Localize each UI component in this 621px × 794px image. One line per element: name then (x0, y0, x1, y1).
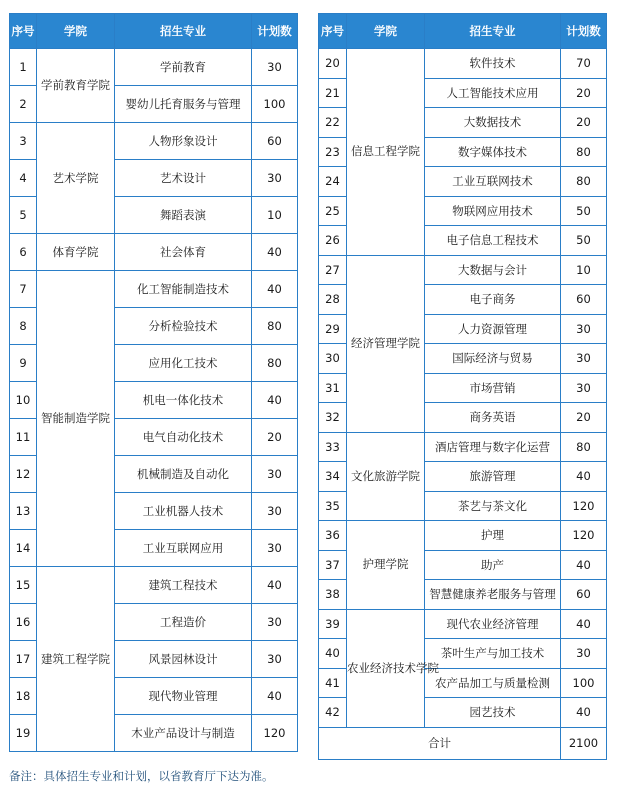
table-row (10, 234, 298, 271)
table-header-row (10, 14, 298, 49)
table-row (10, 49, 298, 86)
row-seq: 14 (10, 530, 37, 567)
major-cell: 现代农业经济管理 (425, 609, 561, 639)
major-cell: 电气自动化技术 (115, 419, 252, 456)
plan-cell: 120 (561, 521, 607, 551)
row-seq: 15 (10, 567, 37, 604)
plan-cell: 40 (252, 271, 298, 308)
row-seq: 10 (10, 382, 37, 419)
major-cell: 市场营销 (425, 373, 561, 403)
row-seq: 33 (319, 432, 347, 462)
row-seq: 2 (10, 86, 37, 123)
major-cell: 软件技术 (425, 49, 561, 79)
plan-cell: 30 (252, 641, 298, 678)
major-cell: 应用化工技术 (115, 345, 252, 382)
row-seq: 9 (10, 345, 37, 382)
row-seq: 8 (10, 308, 37, 345)
row-seq: 28 (319, 285, 347, 315)
major-cell: 数字媒体技术 (425, 137, 561, 167)
plan-cell: 20 (561, 108, 607, 138)
major-cell: 人物形象设计 (115, 123, 252, 160)
major-cell: 护理 (425, 521, 561, 551)
header-seq: 序号 (319, 14, 347, 49)
header-college: 学院 (347, 14, 425, 49)
table-row (10, 271, 298, 308)
header-college: 学院 (37, 14, 115, 49)
college-cell: 农业经济技术学院 (347, 609, 425, 727)
row-seq: 35 (319, 491, 347, 521)
row-seq: 6 (10, 234, 37, 271)
major-cell: 艺术设计 (115, 160, 252, 197)
plan-cell: 40 (252, 567, 298, 604)
row-seq: 18 (10, 678, 37, 715)
table-row (319, 49, 607, 79)
plan-cell: 60 (561, 580, 607, 610)
row-seq: 40 (319, 639, 347, 669)
college-cell: 体育学院 (37, 234, 115, 271)
major-cell: 大数据与会计 (425, 255, 561, 285)
table-row (319, 255, 607, 285)
major-cell: 学前教育 (115, 49, 252, 86)
major-cell: 国际经济与贸易 (425, 344, 561, 374)
row-seq: 29 (319, 314, 347, 344)
major-cell: 农产品加工与质量检测 (425, 668, 561, 698)
table-row (319, 609, 607, 639)
row-seq: 36 (319, 521, 347, 551)
table-row (319, 521, 607, 551)
total-row (319, 727, 607, 759)
plan-cell: 30 (252, 493, 298, 530)
row-seq: 24 (319, 167, 347, 197)
plan-cell: 80 (561, 432, 607, 462)
plan-cell: 50 (561, 196, 607, 226)
college-cell: 学前教育学院 (37, 49, 115, 123)
plan-cell: 40 (252, 234, 298, 271)
row-seq: 30 (319, 344, 347, 374)
plan-cell: 30 (252, 604, 298, 641)
major-cell: 园艺技术 (425, 698, 561, 728)
row-seq: 4 (10, 160, 37, 197)
row-seq: 42 (319, 698, 347, 728)
row-seq: 32 (319, 403, 347, 433)
enrollment-table-left (9, 13, 298, 752)
row-seq: 26 (319, 226, 347, 256)
row-seq: 11 (10, 419, 37, 456)
row-seq: 23 (319, 137, 347, 167)
plan-cell: 50 (561, 226, 607, 256)
college-cell: 护理学院 (347, 521, 425, 610)
major-cell: 茶叶生产与加工技术 (425, 639, 561, 669)
plan-cell: 40 (252, 382, 298, 419)
major-cell: 化工智能制造技术 (115, 271, 252, 308)
major-cell: 婴幼儿托育服务与管理 (115, 86, 252, 123)
college-cell: 艺术学院 (37, 123, 115, 234)
plan-cell: 40 (561, 550, 607, 580)
total-value: 2100 (561, 727, 607, 759)
major-cell: 人工智能技术应用 (425, 78, 561, 108)
row-seq: 5 (10, 197, 37, 234)
plan-cell: 20 (252, 419, 298, 456)
table-row (10, 123, 298, 160)
plan-cell: 120 (561, 491, 607, 521)
row-seq: 21 (319, 78, 347, 108)
college-cell: 建筑工程学院 (37, 567, 115, 752)
plan-cell: 80 (252, 345, 298, 382)
row-seq: 22 (319, 108, 347, 138)
footnote: 备注：具体招生专业和计划，以省教育厅下达为准。 (9, 769, 274, 783)
college-cell: 经济管理学院 (347, 255, 425, 432)
major-cell: 建筑工程技术 (115, 567, 252, 604)
plan-cell: 30 (252, 160, 298, 197)
row-seq: 38 (319, 580, 347, 610)
plan-cell: 30 (561, 373, 607, 403)
row-seq: 37 (319, 550, 347, 580)
row-seq: 20 (319, 49, 347, 79)
plan-cell: 100 (561, 668, 607, 698)
plan-cell: 10 (252, 197, 298, 234)
college-cell: 信息工程学院 (347, 49, 425, 256)
row-seq: 19 (10, 715, 37, 752)
row-seq: 39 (319, 609, 347, 639)
plan-cell: 40 (561, 462, 607, 492)
major-cell: 工程造价 (115, 604, 252, 641)
row-seq: 31 (319, 373, 347, 403)
college-cell: 智能制造学院 (37, 271, 115, 567)
plan-cell: 30 (561, 314, 607, 344)
major-cell: 助产 (425, 550, 561, 580)
row-seq: 41 (319, 668, 347, 698)
row-seq: 27 (319, 255, 347, 285)
major-cell: 商务英语 (425, 403, 561, 433)
plan-cell: 60 (561, 285, 607, 315)
table-row (10, 567, 298, 604)
major-cell: 社会体育 (115, 234, 252, 271)
major-cell: 茶艺与茶文化 (425, 491, 561, 521)
row-seq: 7 (10, 271, 37, 308)
major-cell: 机械制造及自动化 (115, 456, 252, 493)
plan-cell: 20 (561, 78, 607, 108)
plan-cell: 80 (561, 137, 607, 167)
row-seq: 12 (10, 456, 37, 493)
plan-cell: 100 (252, 86, 298, 123)
major-cell: 电子商务 (425, 285, 561, 315)
header-seq: 序号 (10, 14, 37, 49)
major-cell: 木业产品设计与制造 (115, 715, 252, 752)
table-header-row (319, 14, 607, 49)
major-cell: 人力资源管理 (425, 314, 561, 344)
row-seq: 25 (319, 196, 347, 226)
major-cell: 电子信息工程技术 (425, 226, 561, 256)
major-cell: 酒店管理与数字化运营 (425, 432, 561, 462)
major-cell: 工业机器人技术 (115, 493, 252, 530)
major-cell: 现代物业管理 (115, 678, 252, 715)
major-cell: 物联网应用技术 (425, 196, 561, 226)
total-label: 合计 (319, 727, 561, 759)
row-seq: 13 (10, 493, 37, 530)
plan-cell: 10 (561, 255, 607, 285)
major-cell: 分析检验技术 (115, 308, 252, 345)
plan-cell: 30 (252, 49, 298, 86)
major-cell: 大数据技术 (425, 108, 561, 138)
plan-cell: 30 (252, 456, 298, 493)
plan-cell: 40 (561, 609, 607, 639)
header-major: 招生专业 (425, 14, 561, 49)
row-seq: 3 (10, 123, 37, 160)
major-cell: 机电一体化技术 (115, 382, 252, 419)
plan-cell: 60 (252, 123, 298, 160)
major-cell: 工业互联网应用 (115, 530, 252, 567)
plan-cell: 20 (561, 403, 607, 433)
header-plan: 计划数 (252, 14, 298, 49)
college-cell: 文化旅游学院 (347, 432, 425, 521)
plan-cell: 120 (252, 715, 298, 752)
plan-cell: 80 (252, 308, 298, 345)
plan-cell: 40 (252, 678, 298, 715)
header-major: 招生专业 (115, 14, 252, 49)
major-cell: 舞蹈表演 (115, 197, 252, 234)
plan-cell: 80 (561, 167, 607, 197)
plan-cell: 70 (561, 49, 607, 79)
row-seq: 16 (10, 604, 37, 641)
major-cell: 工业互联网技术 (425, 167, 561, 197)
plan-cell: 40 (561, 698, 607, 728)
row-seq: 17 (10, 641, 37, 678)
major-cell: 旅游管理 (425, 462, 561, 492)
header-plan: 计划数 (561, 14, 607, 49)
enrollment-table-right (318, 13, 607, 760)
row-seq: 34 (319, 462, 347, 492)
plan-cell: 30 (252, 530, 298, 567)
major-cell: 智慧健康养老服务与管理 (425, 580, 561, 610)
major-cell: 风景园林设计 (115, 641, 252, 678)
plan-cell: 30 (561, 639, 607, 669)
table-row (319, 432, 607, 462)
plan-cell: 30 (561, 344, 607, 374)
row-seq: 1 (10, 49, 37, 86)
